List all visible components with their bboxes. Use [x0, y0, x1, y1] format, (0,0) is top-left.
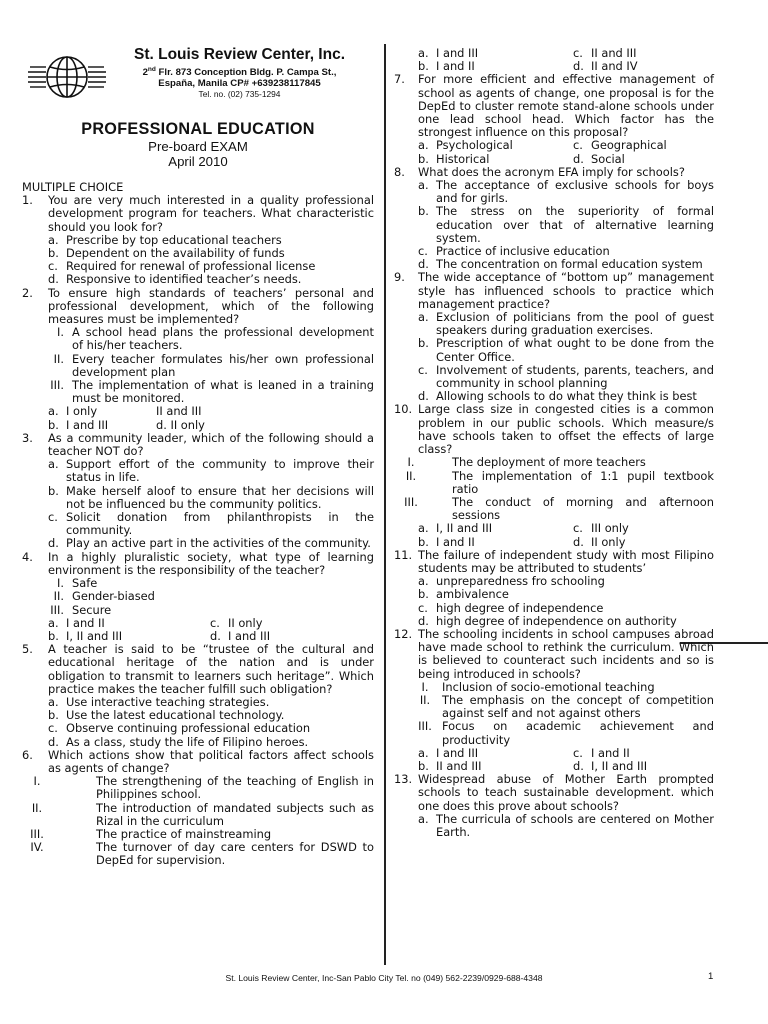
statement-text: The strengthening of the teaching of English in Philippines school. — [96, 774, 374, 802]
statement-text: Safe — [72, 576, 98, 591]
option-text: II only — [228, 615, 263, 630]
question-10-answer-grid — [394, 522, 714, 548]
statement-text: The conduct of morning and afternoon sessions — [452, 494, 714, 523]
option — [48, 511, 374, 537]
question-number: 10. — [394, 402, 413, 417]
roman-statement — [48, 590, 374, 603]
option — [210, 617, 374, 630]
option-text: As a class, study the life of Filipino heroes. — [66, 734, 309, 749]
option-letter: d. — [48, 536, 59, 551]
statement-text: The practice of mainstreaming — [96, 826, 272, 841]
option-text: Psychological — [436, 138, 513, 153]
question-number: 9. — [394, 270, 405, 285]
option-text: high degree of independence — [436, 600, 604, 615]
globe-logo-icon — [28, 53, 106, 101]
option — [573, 536, 714, 549]
roman-statement — [400, 496, 714, 522]
statement-text: Inclusion of socio-emotional teaching — [442, 679, 655, 694]
roman-numeral: III. — [50, 378, 64, 393]
option — [418, 588, 714, 601]
roman-numeral: II. — [53, 351, 64, 366]
roman-statement — [400, 470, 714, 496]
question-5 — [22, 643, 374, 696]
question-text: You are very much interested in a quality professional development program for teachers. What characteristic should you look for? — [48, 193, 374, 234]
question-text: To ensure high standards of teachers’ personal and professional development, which of the following measures must be implemented? — [48, 285, 374, 327]
question-text: Which actions show that political factors affect schools as agents of change? — [48, 747, 374, 775]
option-letter: a. — [418, 574, 429, 589]
option — [156, 419, 374, 432]
option-text: II and III — [591, 46, 637, 60]
question-text: Large class size in congested cities is a common problem in our public schools. Which measure/s have schools taken to offset the effects of large class? — [418, 402, 714, 457]
question-2-statements — [22, 326, 374, 432]
question-7-answer-grid — [394, 139, 714, 165]
roman-statement — [26, 802, 374, 828]
option-text: I only — [66, 404, 98, 419]
option-text: I and II — [436, 59, 475, 74]
option — [418, 747, 573, 760]
right-column — [394, 47, 714, 839]
option — [48, 458, 374, 484]
option-text: Responsive to identified teacher’s needs. — [66, 272, 302, 287]
option-text: Dependent on the availability of funds — [66, 246, 285, 261]
roman-numeral: III. — [418, 719, 432, 734]
exam-date: April 2010 — [168, 154, 228, 169]
option-text: Exclusion of politicians from the pool of guest speakers during graduation exercises. — [436, 310, 714, 338]
roman-numeral: II. — [419, 692, 431, 707]
roman-statement — [48, 379, 374, 405]
column-divider — [384, 44, 386, 965]
option-letter: d. — [418, 389, 429, 404]
option-text: Observe continuing professional education — [66, 721, 311, 736]
option-letter: b. — [48, 628, 59, 643]
option — [418, 615, 714, 628]
option-letter: b. — [418, 758, 429, 773]
option — [418, 139, 573, 152]
option-letter: d. — [573, 59, 584, 74]
question-3-options — [22, 458, 374, 550]
option — [48, 617, 210, 630]
question-number: 4. — [22, 549, 33, 564]
option — [573, 153, 714, 166]
option-text: Play an active part in the activities of the community. — [66, 536, 371, 551]
option — [418, 337, 714, 363]
option-text: The concentration on formal education system — [436, 257, 703, 272]
roman-statement — [400, 456, 714, 469]
option-text: Involvement of students, parents, teachers, and community in school planning — [436, 362, 714, 391]
statement-text: The emphasis on the concept of competition against self and not against others — [442, 692, 714, 721]
roman-numeral: II. — [53, 589, 64, 604]
roman-numeral: II. — [405, 468, 417, 483]
question-1 — [22, 194, 374, 234]
option — [48, 722, 374, 735]
question-text: The failure of independent study with most Filipino students may be attributed to students’ — [418, 547, 714, 575]
question-6-statements — [22, 775, 374, 867]
address-street: Flr. 873 Conception Bldg. P. Campa St., — [155, 67, 337, 78]
option — [48, 273, 374, 286]
option-text: I, II and III — [66, 628, 123, 643]
address-floor-number: 2 — [142, 67, 148, 78]
option-letter: b. — [418, 336, 429, 351]
center-name: St. Louis Review Center, Inc. — [133, 46, 346, 63]
roman-numeral: I. — [57, 576, 64, 591]
option-letter: a. — [48, 457, 59, 472]
option-letter: c. — [418, 600, 428, 615]
option-letter: b. — [48, 417, 59, 432]
question-4 — [22, 551, 374, 577]
option — [418, 813, 714, 839]
option-letter: d. — [418, 613, 429, 628]
option-letter: c. — [48, 259, 58, 274]
question-2 — [22, 287, 374, 327]
option-letter: c. — [573, 46, 583, 60]
question-text: Widespread abuse of Mother Earth prompted schools to teach sustainable development. which one does this prove about schools? — [418, 772, 714, 813]
page-number: 1 — [708, 971, 714, 982]
question-number: 13. — [394, 772, 413, 787]
option-letter: b. — [48, 708, 59, 723]
question-11-options — [394, 575, 714, 628]
statement-text: The implementation of 1:1 pupil textbook ratio — [452, 468, 714, 496]
roman-statement — [26, 775, 374, 801]
roman-numeral: I. — [407, 455, 415, 470]
answer-grid — [48, 405, 374, 431]
option-letter: a. — [418, 811, 429, 826]
address-floor-suffix: nd — [147, 66, 156, 73]
option-text: I and II — [66, 615, 105, 630]
roman-numeral: IV. — [30, 840, 44, 855]
roman-numeral: II. — [31, 800, 43, 815]
question-number: 5. — [22, 642, 33, 657]
option — [573, 139, 714, 152]
option-letter: d. — [418, 257, 429, 272]
option-letter: c. — [48, 510, 58, 525]
option-letter: c. — [210, 615, 220, 630]
option-letter: a. — [418, 745, 429, 760]
option-letter: a. — [418, 310, 429, 325]
option-letter: d. — [210, 628, 221, 643]
question-text: The schooling incidents in school campuses abroad have made school to rethink the curriculum. Which is believed to counteract such incidents and so is being introduced in schools? — [418, 626, 714, 681]
question-9-options — [394, 311, 714, 403]
question-8-options — [394, 179, 714, 271]
option-text: II and IV — [591, 59, 638, 74]
exam-title: PROFESSIONAL EDUCATION — [81, 120, 315, 138]
address-line-1 — [112, 67, 367, 78]
question-13-options — [394, 813, 714, 839]
answer-grid — [48, 617, 374, 643]
option — [573, 522, 714, 535]
roman-statement — [48, 604, 374, 617]
option-text: III only — [591, 521, 629, 536]
option — [418, 522, 573, 535]
option-letter: c. — [573, 138, 583, 153]
roman-statement — [48, 353, 374, 379]
option-letter: d. — [573, 151, 584, 166]
question-6 — [22, 749, 374, 775]
option-text: I and II — [591, 745, 630, 760]
option-text: Prescribe by top educational teachers — [66, 232, 282, 247]
question-9 — [394, 271, 714, 311]
option-letter: a. — [418, 138, 429, 153]
statement-text: The turnover of day care centers for DSWD to DepEd for supervision. — [96, 840, 374, 868]
option-text: Use interactive teaching strategies. — [66, 694, 270, 709]
statement-text: The implementation of what is leaned in a training must be monitored. — [72, 378, 374, 406]
option-text: Practice of inclusive education — [436, 244, 610, 259]
option-letter: c. — [48, 721, 58, 736]
option — [418, 179, 714, 205]
option-text: I and III — [436, 46, 479, 60]
question-13 — [394, 773, 714, 813]
statement-text: Gender-biased — [72, 589, 155, 604]
option-text: Use the latest educational technology. — [66, 708, 285, 723]
option — [418, 602, 714, 615]
section-heading: MULTIPLE CHOICE — [22, 180, 124, 194]
option-letter: a. — [418, 521, 429, 536]
option — [418, 153, 573, 166]
option — [418, 311, 714, 337]
option — [48, 419, 156, 432]
option-text: I, II and III — [436, 521, 493, 536]
option-letter: b. — [418, 59, 429, 74]
title-block — [22, 120, 374, 169]
question-text: In a highly pluralistic society, what type of learning environment is the responsibility of the teacher? — [48, 549, 374, 577]
option-letter: c. — [418, 244, 428, 259]
option-text: II and III — [436, 758, 482, 773]
option-text: II only — [591, 534, 626, 549]
question-10-statements — [394, 456, 714, 522]
question-number: 6. — [22, 747, 33, 762]
option-letter: b. — [48, 246, 59, 261]
question-text: The wide acceptance of “bottom up” management style has influenced schools to practice which management practice? — [418, 270, 714, 311]
question-number: 3. — [22, 430, 33, 445]
roman-numeral: I. — [57, 325, 64, 340]
option-text: I and II — [436, 534, 475, 549]
option-letter: d. — [573, 758, 584, 773]
option-text: Prescription of what ought to be done from the Center Office. — [436, 336, 714, 364]
telephone: Tel. no. (02) 735-1294 — [198, 89, 281, 99]
roman-statement — [26, 841, 374, 867]
question-number: 12. — [394, 626, 413, 641]
option — [48, 405, 156, 418]
option-text: high degree of independence on authority — [436, 613, 677, 628]
roman-statement — [414, 694, 714, 720]
option — [573, 747, 714, 760]
question-6-answer-grid — [394, 47, 714, 73]
roman-numeral: III. — [30, 826, 44, 841]
option-letter: b. — [418, 204, 429, 219]
option-letter: d. — [48, 272, 59, 287]
option-letter: d. — [48, 734, 59, 749]
question-12-answer-grid — [394, 747, 714, 773]
statement-text: The introduction of mandated subjects such as Rizal in the curriculum — [96, 800, 374, 828]
statement-text: Focus on academic achievement and productivity — [442, 719, 714, 747]
option-letter: a. — [418, 178, 429, 193]
option — [156, 405, 374, 418]
question-5-options — [22, 696, 374, 749]
address-line-2: España, Manila CP# +639238117845 — [158, 78, 321, 89]
option-letter: b. — [418, 587, 429, 602]
option-text: Geographical — [591, 138, 667, 153]
option-text: I, II and III — [591, 758, 648, 773]
option-text: Support effort of the community to improve their status in life. — [66, 457, 374, 485]
roman-statement — [414, 720, 714, 746]
page-header — [22, 40, 374, 102]
option-text: Social — [591, 151, 625, 166]
option-letter: a. — [48, 615, 59, 630]
question-1-options — [22, 234, 374, 287]
option — [418, 364, 714, 390]
question-11 — [394, 549, 714, 575]
question-text: As a community leader, which of the following should a teacher NOT do? — [48, 430, 374, 459]
question-text: What does the acronym EFA imply for schools? — [418, 164, 685, 179]
exam-subtitle: Pre-board EXAM — [148, 139, 248, 154]
statement-text: The deployment of more teachers — [452, 455, 646, 470]
question-3 — [22, 432, 374, 458]
option-text: Solicit donation from philanthropists in the community. — [66, 510, 374, 538]
option — [418, 536, 573, 549]
option — [48, 485, 374, 511]
question-12-statements — [394, 681, 714, 747]
option-letter: a. — [48, 232, 59, 247]
option-text: Required for renewal of professional license — [66, 259, 316, 274]
question-12 — [394, 628, 714, 681]
question-number: 7. — [394, 72, 405, 87]
question-text: For more efficient and effective management of school as agents of change, one proposal is for the DepEd to cluster remote stand-alone schools under one lead school head. Which factor has the strongest influence on this proposal? — [418, 72, 714, 140]
roman-numeral: I. — [33, 774, 41, 789]
option-letter: a. — [48, 694, 59, 709]
statement-text: Secure — [72, 602, 112, 617]
question-7 — [394, 73, 714, 139]
option-text: The acceptance of exclusive schools for boys and for girls. — [436, 178, 714, 206]
option — [48, 736, 374, 749]
option — [48, 537, 374, 550]
option-text: I and III — [66, 417, 109, 432]
question-number: 11. — [394, 547, 413, 562]
option-text: ambivalence — [436, 587, 509, 602]
option-letter: c. — [573, 745, 583, 760]
option-letter: a. — [418, 46, 429, 60]
roman-statement — [414, 681, 714, 694]
question-number: 1. — [22, 193, 33, 208]
roman-numeral: I. — [421, 679, 429, 694]
option-text: Make herself aloof to ensure that her decisions will not be influenced bu the community politics. — [66, 483, 374, 511]
option-text: II and III — [156, 404, 202, 419]
option-letter: b. — [48, 483, 59, 498]
roman-numeral: III. — [50, 602, 64, 617]
option-letter: b. — [418, 534, 429, 549]
question-number: 8. — [394, 164, 405, 179]
option-text: unpreparedness fro schooling — [436, 574, 605, 589]
option — [418, 205, 714, 245]
roman-statement — [48, 326, 374, 352]
statement-text: A school head plans the professional development of his/her teachers. — [72, 325, 374, 353]
question-10 — [394, 403, 714, 456]
roman-numeral: III. — [404, 494, 418, 509]
option-text: d. II only — [156, 417, 205, 432]
option-letter: d. — [573, 534, 584, 549]
left-column — [22, 181, 374, 868]
page-footer: St. Louis Review Center, Inc-San Pablo City Tel. no (049) 562-2239/0929-688-4348 — [225, 973, 543, 983]
question-number: 2. — [22, 285, 33, 300]
option-text: I and III — [228, 628, 271, 643]
option-text: The stress on the superiority of formal education over that of alternative learning system. — [436, 204, 714, 245]
option-text: The curricula of schools are centered on Mother Earth. — [436, 811, 714, 839]
question-text: A teacher is said to be “trustee of the cultural and educational heritage of the nation and is under obligation to transmit to learners such heritage”. Which practice makes the teacher fulfill such obligation? — [48, 642, 374, 696]
option-text: Historical — [436, 151, 490, 166]
option-letter: c. — [573, 521, 583, 536]
option-letter: a. — [48, 404, 59, 419]
statement-text: Every teacher formulates his/her own professional development plan — [72, 351, 374, 379]
option-letter: b. — [418, 151, 429, 166]
option-letter: c. — [418, 362, 428, 377]
question-4-statements — [22, 577, 374, 643]
option-text: I and III — [436, 745, 479, 760]
option-text: Allowing schools to do what they think is best — [436, 389, 697, 404]
